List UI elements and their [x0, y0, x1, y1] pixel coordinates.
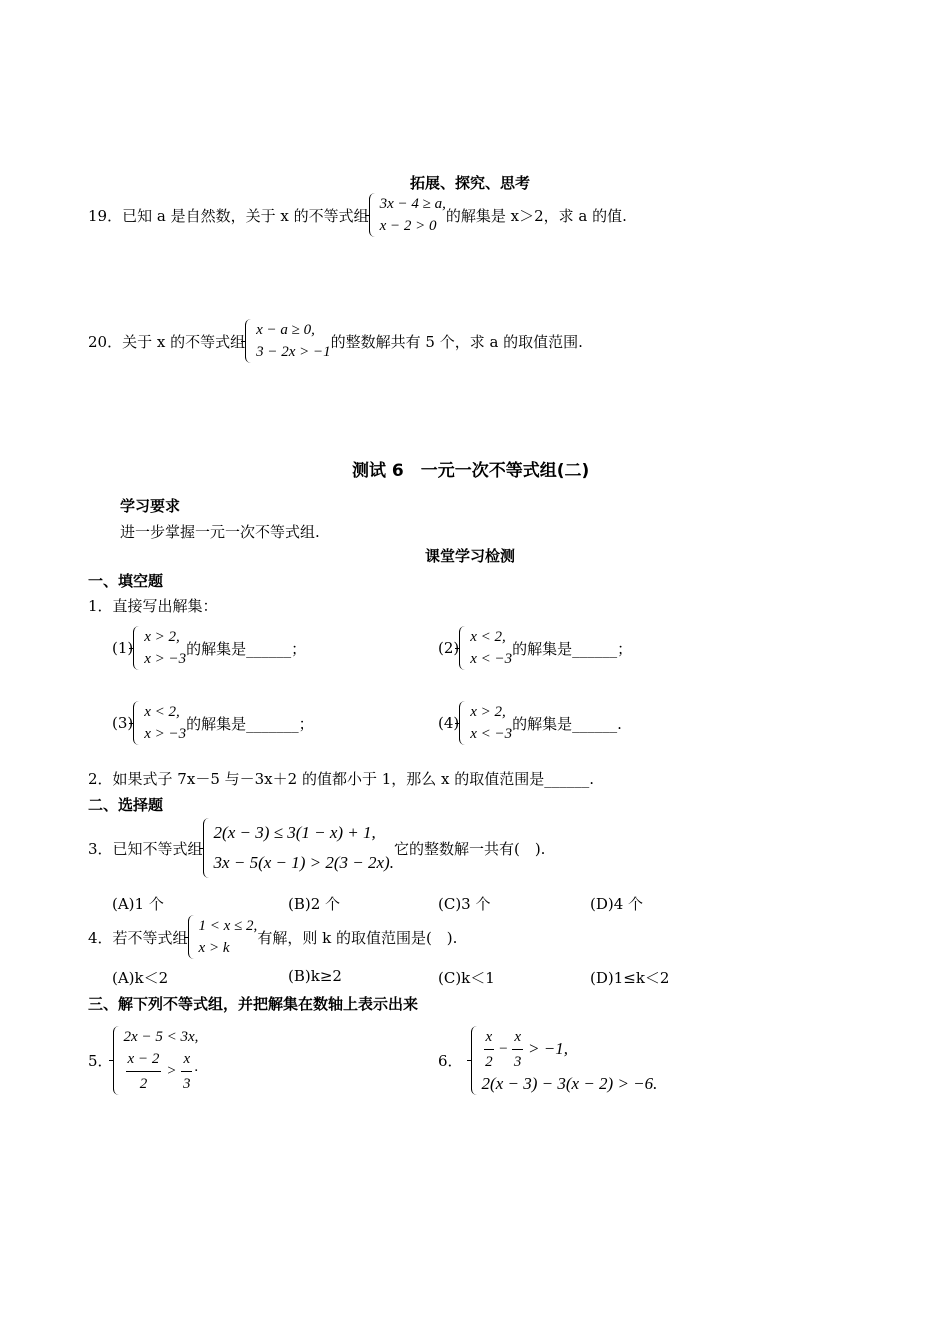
item-label: (3): [112, 714, 134, 732]
q4-option-b: (B)k≥2: [288, 967, 342, 985]
inequality-system: [471, 1026, 658, 1095]
inequality-system: [133, 626, 186, 670]
inequality-system: [113, 1026, 199, 1095]
question-number: 5．: [88, 1051, 113, 1070]
fraction: $\frac{x}{2}$: [484, 1026, 495, 1073]
q4-option-d: (D)1≤k＜2: [590, 969, 670, 987]
question-number: 20．: [88, 332, 123, 351]
inequality-system: [188, 915, 258, 959]
inequality-system: [369, 193, 446, 237]
system-line: $\frac{x}{2}$ − $\frac{x}{3}$ > −1,: [482, 1026, 658, 1073]
system-line: x − a ≥ 0,: [256, 322, 315, 338]
requirement-text: 进一步掌握一元一次不等式组.: [120, 523, 320, 541]
fraction: $\frac{x}{3}$: [512, 1026, 523, 1073]
q3-option-c: (C)3 个: [438, 895, 491, 913]
part1-heading: 一、填空题: [88, 572, 164, 590]
system-line: x − 2 > 0: [379, 218, 437, 234]
system-line: x > 2,: [470, 704, 506, 720]
q3-option-b: (B)2 个: [288, 895, 341, 913]
test-title: 测试 6 一元一次不等式组(二): [352, 461, 590, 481]
question-text: 3．已知不等式组: [88, 839, 203, 858]
system-line: 1 < x ≤ 2,: [198, 918, 258, 934]
q1-item-4: [438, 700, 622, 746]
item-tail: 的解集是______；: [186, 639, 307, 658]
question-number: 19．: [88, 206, 123, 225]
system-line: x < 2,: [144, 704, 180, 720]
question-4: [88, 914, 457, 960]
section-heading-extend: 拓展、探究、思考: [410, 174, 531, 192]
part3-heading: 三、解下列不等式组，并把解集在数轴上表示出来: [88, 995, 419, 1013]
system-line: 3x − 5(x − 1) > 2(3 − 2x).: [213, 853, 394, 872]
inequality-system: [459, 626, 512, 670]
system-line: x < −3: [470, 651, 513, 667]
inequality-system: [133, 701, 186, 745]
q1-item-3: [112, 700, 314, 746]
item-label: (2): [438, 639, 460, 657]
inequality-system: [245, 319, 331, 363]
brace: [133, 701, 141, 745]
q1-item-2: [438, 625, 632, 671]
question-text: 的解集是 x＞2，求 a 的值.: [445, 206, 627, 225]
brace: [133, 626, 141, 670]
question-19: [88, 192, 627, 238]
system-line: x < −3: [470, 726, 513, 742]
question-6: [438, 1022, 657, 1098]
item-tail: 的解集是______.: [512, 714, 622, 733]
question-text: 4．若不等式组: [88, 928, 188, 947]
brace: [459, 626, 467, 670]
question-text: 关于 x 的不等式组: [122, 332, 246, 351]
inequality-system: [459, 701, 512, 745]
q4-option-c: (C)k＜1: [438, 969, 495, 987]
requirement-heading: 学习要求: [120, 497, 181, 515]
system-line: 2(x − 3) ≤ 3(1 − x) + 1,: [213, 823, 376, 842]
system-line: x > 2,: [144, 629, 180, 645]
system-line: 3 − 2x > −1: [256, 344, 331, 360]
question-text: 已知 a 是自然数，关于 x 的不等式组: [122, 206, 369, 225]
question-number: 6．: [438, 1051, 463, 1070]
system-line: 2(x − 3) − 3(x − 2) > −6.: [481, 1073, 658, 1093]
system-line: x > −3: [144, 726, 187, 742]
brace: [471, 1026, 479, 1095]
q3-option-a: (A)1 个: [112, 895, 164, 913]
brace: [203, 818, 211, 878]
question-2-text: 2．如果式子 7x－5 与－3x＋2 的值都小于 1，那么 x 的取值范围是______.: [88, 770, 595, 788]
fraction: $\frac{x - 2}{2}$: [126, 1048, 162, 1095]
fraction: $\frac{x}{3}$: [181, 1048, 192, 1095]
item-label: (1): [112, 639, 134, 657]
q4-option-a: (A)k＜2: [112, 969, 169, 987]
system-line: x < 2,: [470, 629, 506, 645]
q1-item-1: [112, 625, 306, 671]
item-tail: 的解集是_______；: [186, 714, 314, 733]
item-tail: 的解集是______；: [512, 639, 633, 658]
system-line: $\frac{x - 2}{2}$ > $\frac{x}{3}$ ·: [124, 1048, 199, 1095]
system-line: 3x − 4 ≥ a,: [379, 196, 446, 212]
question-text: 的整数解共有 5 个，求 a 的取值范围.: [330, 332, 583, 351]
system-line: 2x − 5 < 3x,: [123, 1028, 199, 1045]
brace: [369, 193, 377, 237]
classroom-heading: 课堂学习检测: [425, 547, 516, 565]
question-text: 它的整数解一共有( ).: [393, 839, 546, 858]
question-20: [88, 318, 583, 364]
part2-heading: 二、选择题: [88, 796, 164, 814]
q3-option-d: (D)4 个: [590, 895, 644, 913]
brace: [459, 701, 467, 745]
system-line: x > −3: [144, 651, 187, 667]
brace: [245, 319, 253, 363]
system-line: x > k: [198, 940, 230, 956]
brace: [188, 915, 196, 959]
brace: [113, 1026, 121, 1095]
inequality-system: [203, 818, 394, 878]
question-3: [88, 818, 545, 878]
question-5: [88, 1022, 198, 1098]
question-text: 有解，则 k 的取值范围是( ).: [257, 928, 458, 947]
item-label: (4): [438, 714, 460, 732]
question-1-text: 1．直接写出解集：: [88, 597, 218, 615]
